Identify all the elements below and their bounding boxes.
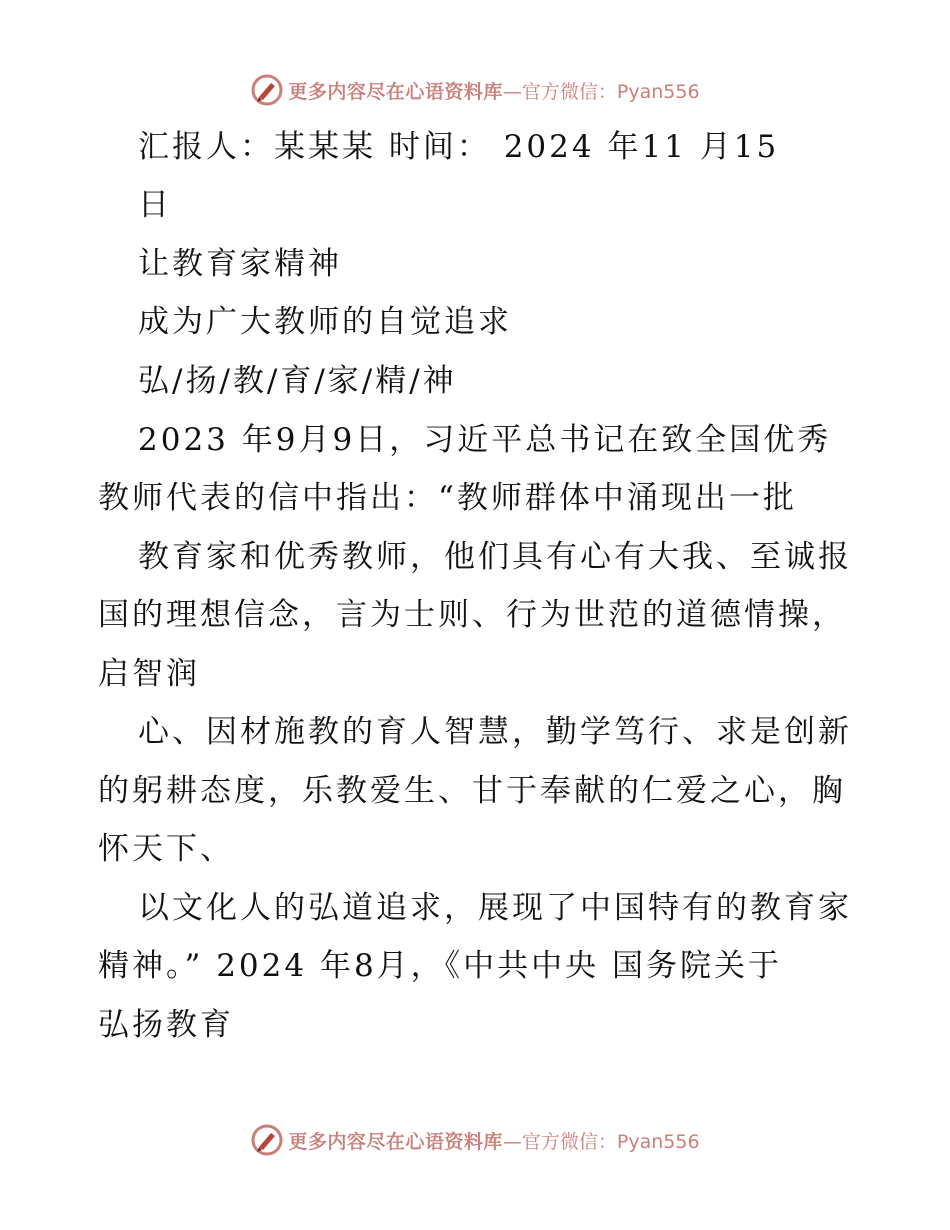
paragraph-line: 教师代表的信中指出：“教师群体中涌现出一批 [98,480,797,516]
paragraph-line: 心、因材施教的育人智慧，勤学笃行、求是创新 [138,714,852,750]
watermark-main-text: 更多内容尽在心语资料库 [288,1130,503,1153]
reporter-line: 汇报人：某某某 时间： 2024 年11 月15 [138,129,780,165]
paragraph-line: 2023 年9月9日，习近平总书记在致全国优秀 [138,422,832,458]
footer-watermark [0,1122,950,1158]
pen-logo-icon [250,1123,284,1157]
paragraph-line: 启智润 [98,656,200,692]
header-watermark [0,72,950,108]
pen-logo-icon [250,73,284,107]
watermark-main-text: 更多内容尽在心语资料库 [288,80,503,103]
paragraph-line: 国的理想信念，言为士则、行为世范的道德情操， [98,597,846,633]
paragraph-line: 教育家和优秀教师，他们具有心有大我、至诚报 [138,539,852,575]
title-line-2: 成为广大教师的自觉追求 [138,304,512,340]
section-heading: 弘/扬/教/育/家/精/神 [138,363,457,399]
paragraph-line: 弘扬教育 [98,1007,234,1043]
paragraph-line: 的躬耕态度，乐教爱生、甘于奉献的仁爱之心，胸 [98,773,846,809]
watermark-sub-text: —官方微信：Pyan556 [502,1130,700,1153]
paragraph-line: 怀天下、 [98,831,234,867]
paragraph-line: 以文化人的弘道追求，展现了中国特有的教育家 [138,890,852,926]
title-line-1: 让教育家精神 [138,246,342,282]
paragraph-line: 精神。” 2024 年8月，《中共中央 国务院关于 [98,948,783,984]
date-continuation: 日 [138,187,172,223]
watermark-sub-text: —官方微信：Pyan556 [502,80,700,103]
